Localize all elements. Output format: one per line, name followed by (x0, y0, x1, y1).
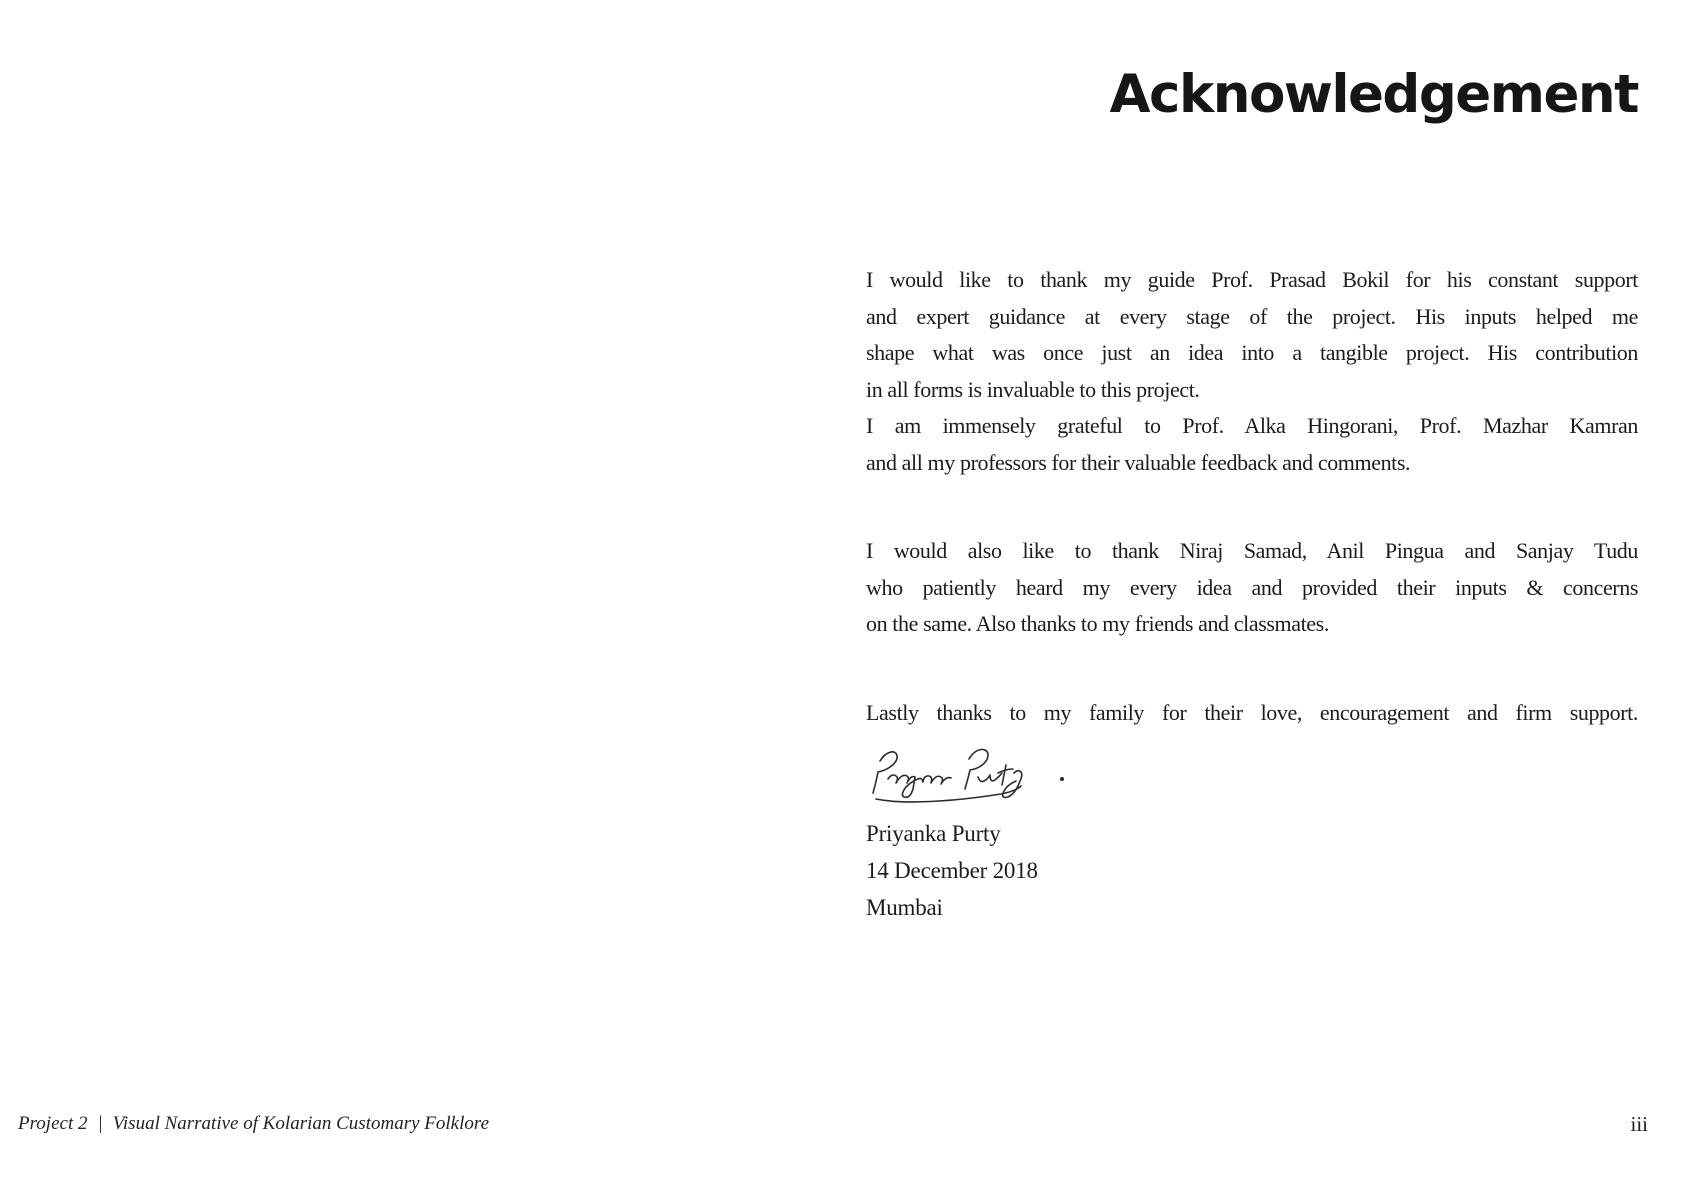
footer-running-title (18, 1113, 489, 1135)
body-text-line: I would like to thank my guide Prof. Prasad Bokil for his constant support (866, 267, 1638, 292)
footer-project-label: Project 2 (18, 1113, 88, 1134)
signature-date: 14 December 2018 (866, 858, 1038, 883)
signature-place: Mumbai (866, 895, 943, 920)
body-text-line: shape what was once just an idea into a tangible project. His contribution (866, 340, 1638, 365)
signature-block (866, 815, 1638, 926)
paragraph (866, 262, 1638, 408)
body-text-line: I would also like to thank Niraj Samad, Anil Pingua and Sanjay Tudu (866, 538, 1638, 563)
body-text-line: Lastly thanks to my family for their love, encouragement and firm support. (866, 699, 1638, 725)
signature-image (866, 739, 1638, 815)
paragraph (866, 695, 1638, 732)
page-title: Acknowledgement (1109, 64, 1638, 125)
footer-separator: | (97, 1113, 103, 1134)
body-text-line: and all my professors for their valuable feedback and comments. (866, 449, 1411, 475)
body-text-line: in all forms is invaluable to this project. (866, 376, 1200, 402)
body-text-line: who patiently heard my every idea and provided their inputs & concerns (866, 574, 1638, 600)
body-text-line: on the same. Also thanks to my friends and classmates. (866, 611, 1329, 636)
paragraph (866, 533, 1638, 643)
footer-document-title: Visual Narrative of Kolarian Customary Folklore (112, 1113, 490, 1134)
signatory-name: Priyanka Purty (866, 821, 1001, 846)
body-text-line: and expert guidance at every stage of the project. His inputs helped me (866, 303, 1638, 329)
page-number: iii (1630, 1112, 1648, 1136)
paragraph (866, 408, 1638, 481)
body-text-line: I am immensely grateful to Prof. Alka Hingorani, Prof. Mazhar Kamran (866, 413, 1638, 438)
body-text-column (866, 262, 1638, 926)
